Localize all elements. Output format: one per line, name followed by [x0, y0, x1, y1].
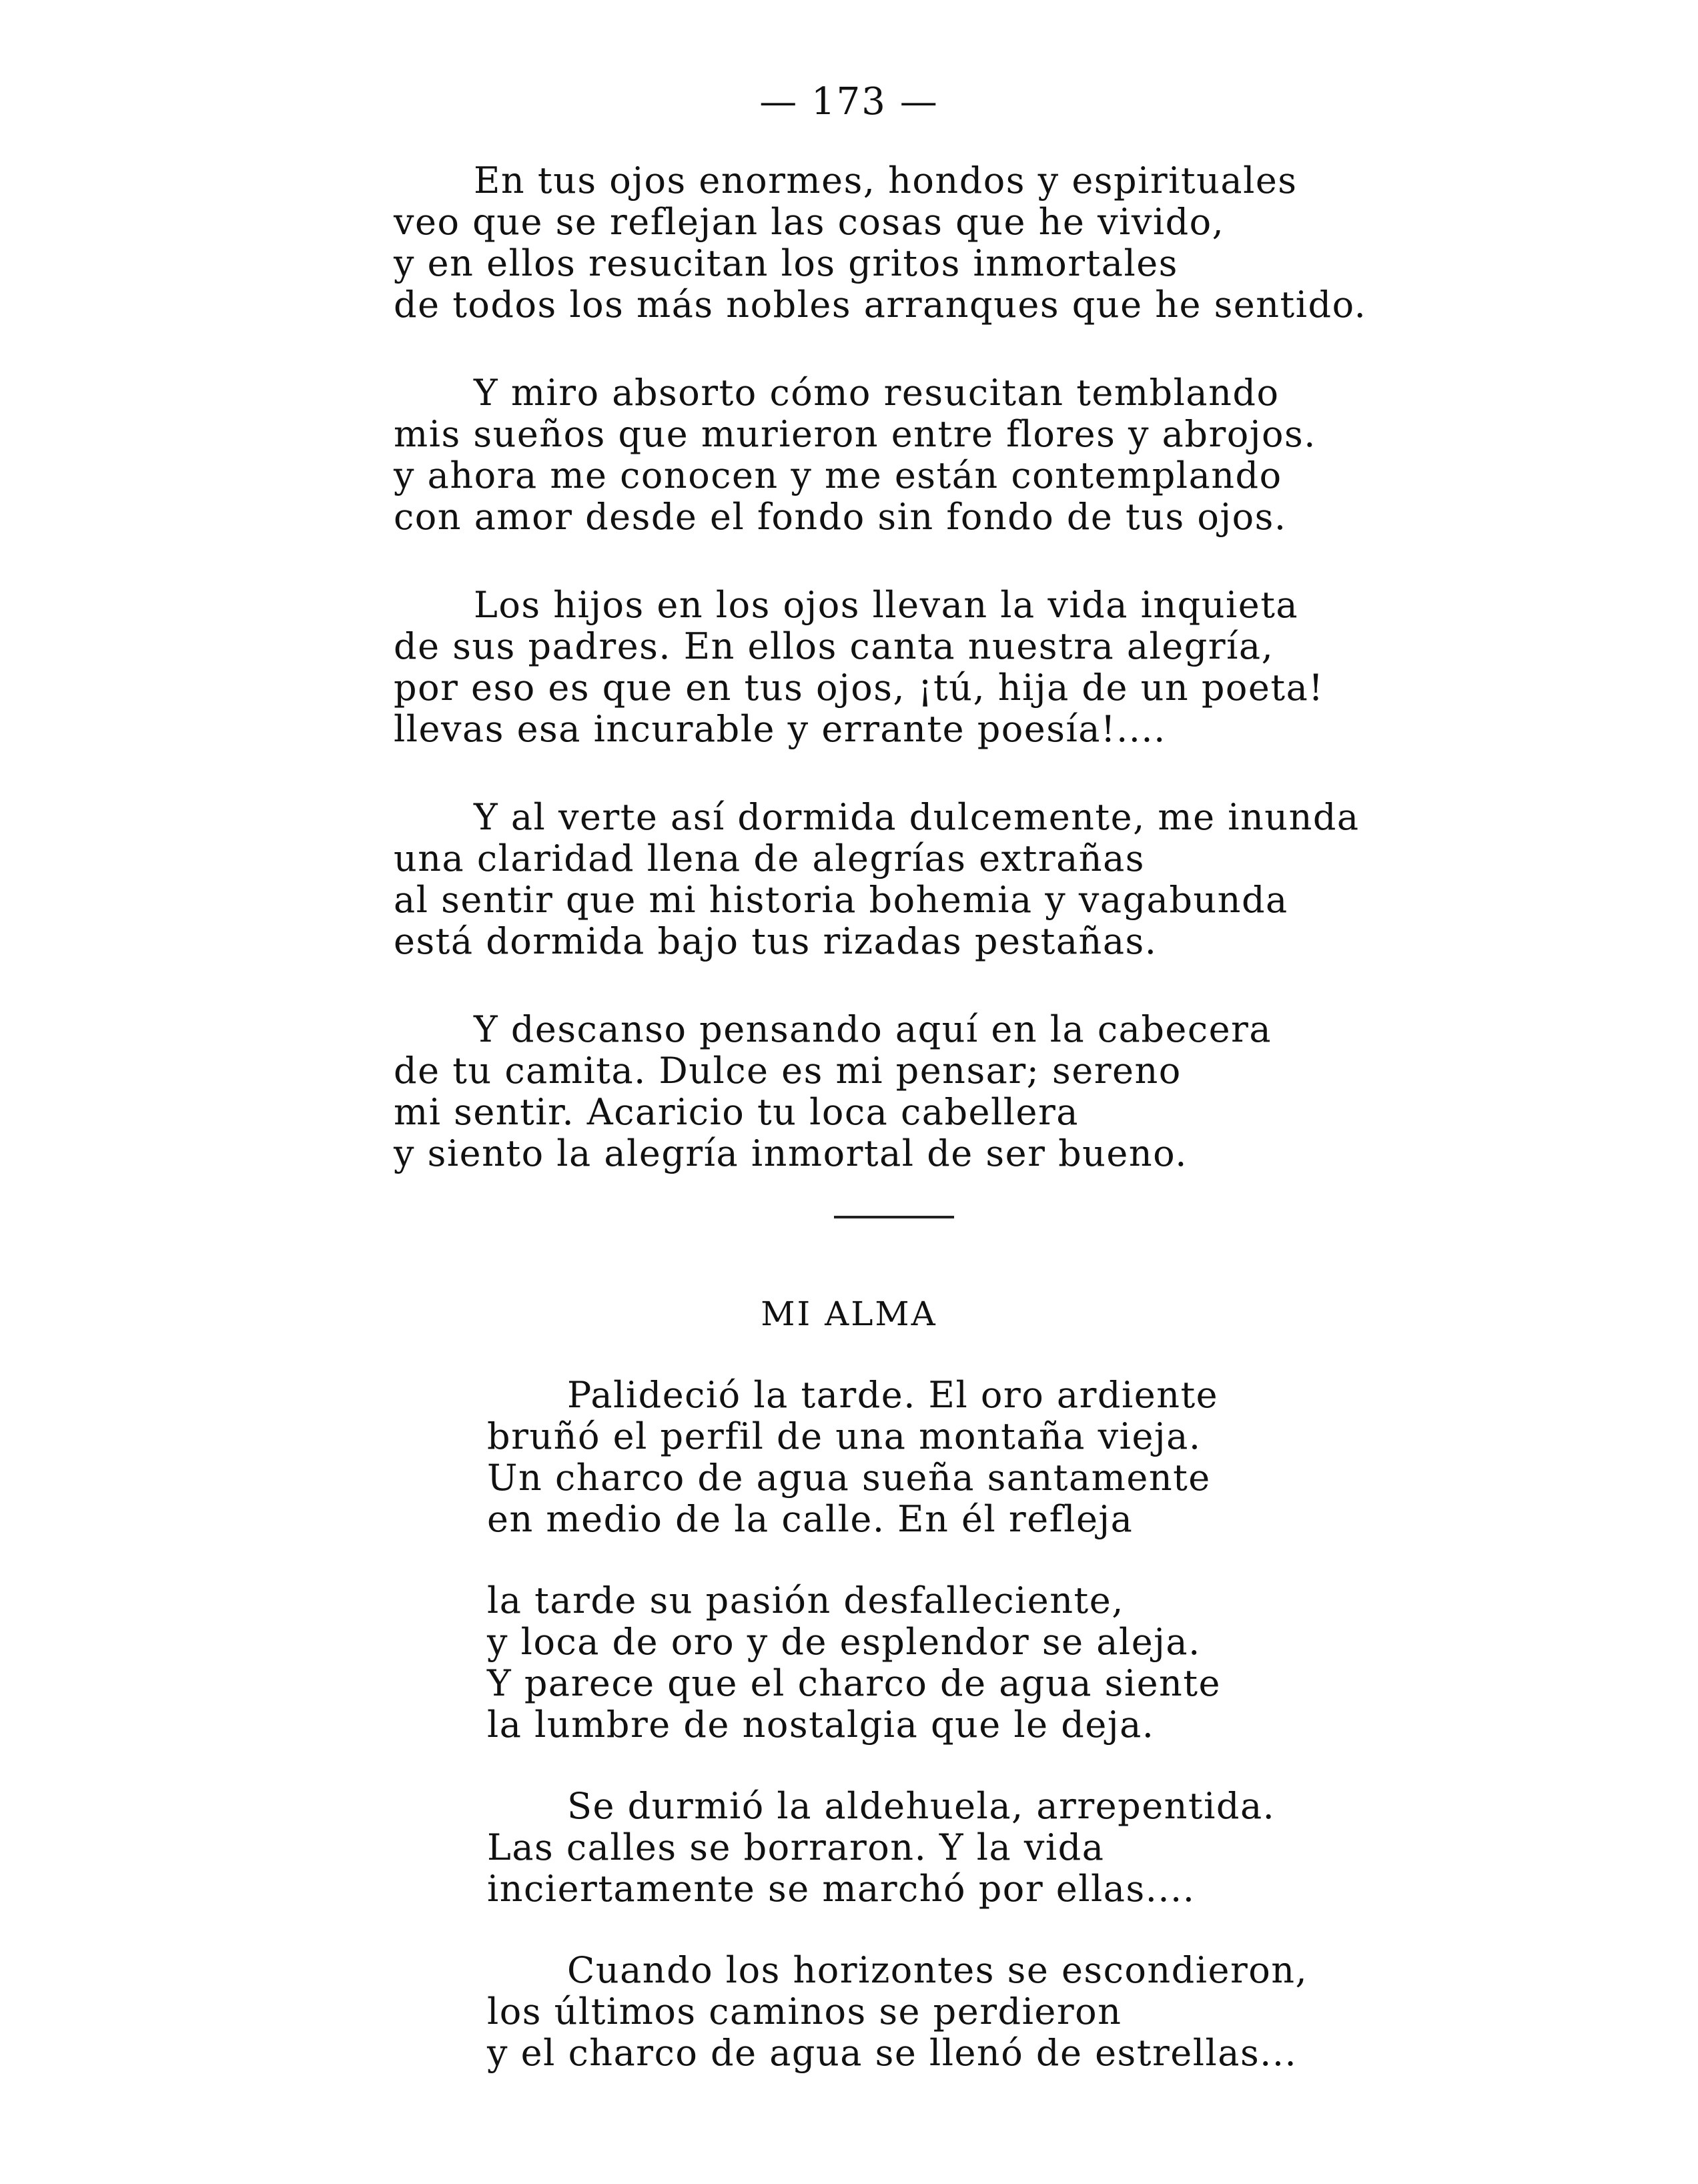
stanza [394, 797, 1394, 962]
verse-line: Y al verte así dormida dulcemente, me inunda [474, 796, 1360, 838]
verse-line: está dormida bajo tus rizadas pestañas. [394, 920, 1158, 962]
verse-line: y en ellos resucitan los gritos inmortales [394, 242, 1178, 284]
verse-line: veo que se reflejan las cosas que he vivido, [394, 201, 1225, 243]
verse-line: Cuando los horizontes se escondieron, [567, 1949, 1308, 1991]
verse-line: una claridad llena de alegrías extrañas [394, 837, 1145, 879]
verse-line: de sus padres. En ellos canta nuestra alegría, [394, 625, 1274, 667]
verse-line: En tus ojos enormes, hondos y espirituales [474, 159, 1298, 202]
verse-line: Las calles se borraron. Y la vida [487, 1826, 1105, 1868]
verse-line: la tarde su pasión desfalleciente, [487, 1579, 1124, 1621]
verse-line: Y parece que el charco de agua siente [487, 1662, 1221, 1704]
page-number: — 173 — [759, 80, 939, 123]
section-divider [834, 1216, 954, 1218]
verse-line: con amor desde el fondo sin fondo de tus ojos. [394, 496, 1287, 538]
stanza [394, 160, 1394, 326]
verse-line: por eso es que en tus ojos, ¡tú, hija de un poeta! [394, 667, 1324, 709]
verse-line: bruñó el perfil de una montaña vieja. [487, 1415, 1202, 1457]
poem-title: MI ALMA [761, 1295, 937, 1333]
verse-line: de todos los más nobles arranques que he sentido. [394, 284, 1367, 326]
verse-line: llevas esa incurable y errante poesía!.... [394, 708, 1166, 750]
verse-line: Se durmió la aldehuela, arrepentida. [567, 1785, 1276, 1827]
stanza [394, 372, 1394, 538]
verse-line: Los hijos en los ojos llevan la vida inquieta [474, 584, 1299, 626]
verse-line: en medio de la calle. En él refleja [487, 1498, 1134, 1540]
verse-line: Palideció la tarde. El oro ardiente [567, 1374, 1219, 1416]
verse-line: inciertamente se marchó por ellas.... [487, 1868, 1196, 1910]
stanza [487, 1580, 1354, 1746]
verse-line: Un charco de agua sueña santamente [487, 1457, 1211, 1499]
poem-mi-alma [487, 1375, 1354, 2114]
stanza [394, 585, 1394, 750]
verse-line: de tu camita. Dulce es mi pensar; sereno [394, 1050, 1182, 1092]
verse-line: mis sueños que murieron entre flores y abrojos. [394, 413, 1316, 455]
verse-line: mi sentir. Acaricio tu loca cabellera [394, 1091, 1079, 1133]
verse-line: y ahora me conocen y me están contemplando [394, 454, 1282, 496]
verse-line: y el charco de agua se llenó de estrellas... [487, 2032, 1298, 2074]
stanza [394, 1009, 1394, 1174]
stanza [487, 1375, 1354, 1540]
verse-line: Y miro absorto cómo resucitan temblando [474, 372, 1280, 414]
poem-continuation [394, 160, 1394, 1221]
stanza [487, 1786, 1354, 1910]
verse-line: Y descanso pensando aquí en la cabecera [474, 1008, 1272, 1050]
verse-line: la lumbre de nostalgia que le deja. [487, 1704, 1155, 1746]
stanza [487, 1950, 1354, 2074]
verse-line: al sentir que mi historia bohemia y vagabunda [394, 879, 1288, 921]
verse-line: y siento la alegría inmortal de ser bueno. [394, 1132, 1188, 1174]
verse-line: y loca de oro y de esplendor se aleja. [487, 1621, 1201, 1663]
verse-line: los últimos caminos se perdieron [487, 1990, 1122, 2033]
